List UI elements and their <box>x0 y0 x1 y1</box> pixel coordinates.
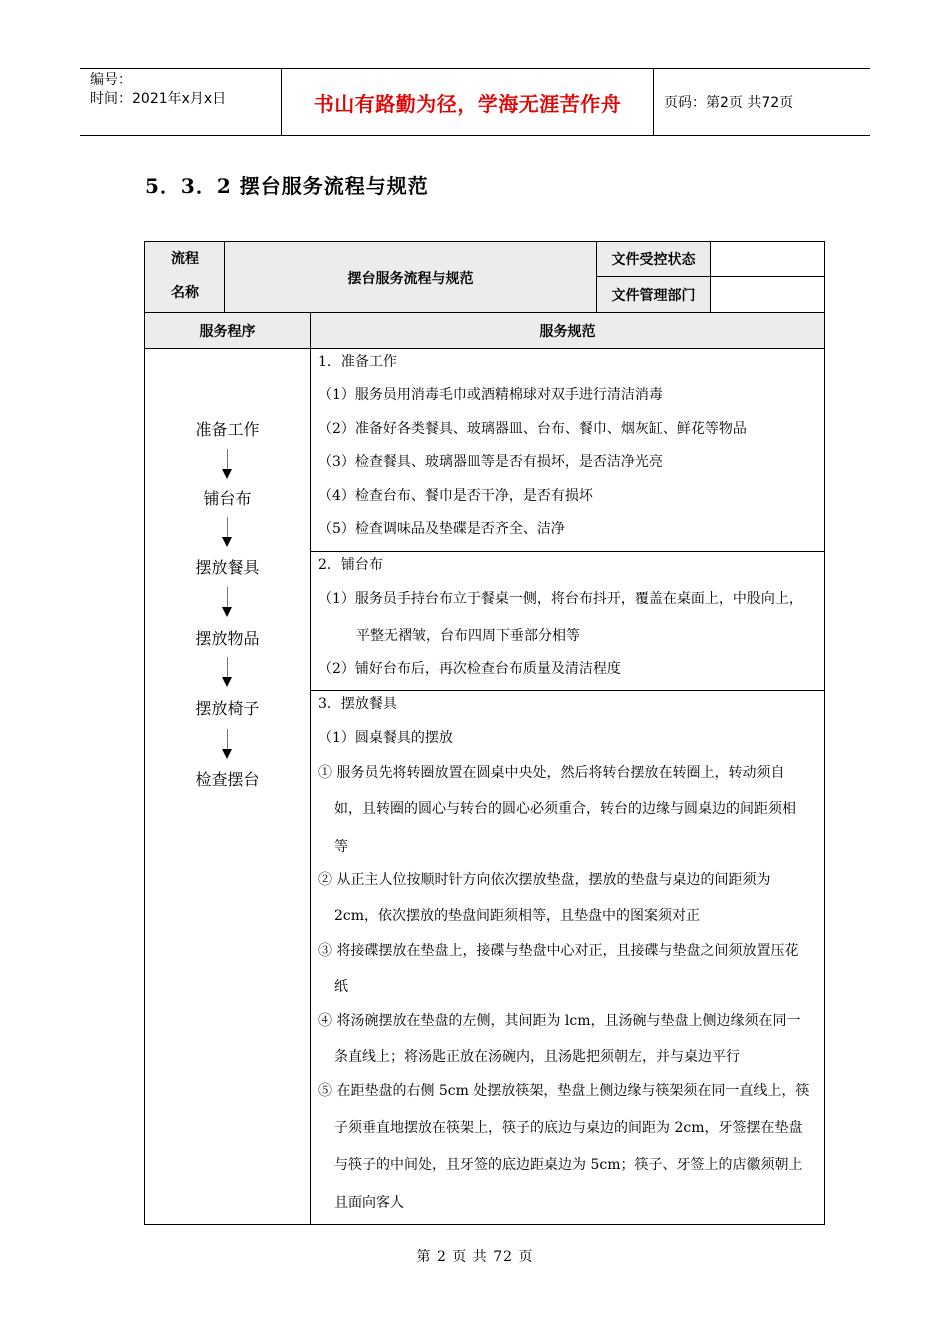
header-motto: 书山有路勤为径，学海无涯苦作舟 <box>313 91 622 116</box>
flow-step-inspect: 检查摆台 <box>195 770 260 789</box>
spec-3-p3a: ③ 将接碟摆放在垫盘上，接碟与垫盘中心对正，且接碟与垫盘之间须放置压花 <box>318 943 799 959</box>
page-footer: 第 2 页 共 72 页 <box>416 1249 534 1265</box>
doc-dept-value[interactable] <box>711 277 824 313</box>
header-page-info: 页码：第2页 共72页 <box>664 95 794 111</box>
flow-step-tableware: 摆放餐具 <box>195 558 260 577</box>
page-header <box>80 68 870 136</box>
doc-control-value[interactable] <box>711 242 824 277</box>
spec-1-item-4: （4）检查台布、餐巾是否干净，是否有损坏 <box>318 488 593 504</box>
doc-control-label: 文件受控状态 <box>597 242 711 277</box>
spec-3-p5a: ⑤ 在距垫盘的右侧 5cm 处摆放筷架，垫盘上侧边缘与筷架须在同一直线上，筷 <box>318 1083 810 1099</box>
spec-3-p1b: 如，且转圈的圆心与转台的圆心必须重合，转台的边缘与圆桌边的间距须相 <box>334 801 796 817</box>
flow-step-items: 摆放物品 <box>195 629 260 648</box>
doc-dept-label: 文件管理部门 <box>597 277 711 313</box>
spec-3-p5d: 且面向客人 <box>334 1195 404 1211</box>
flow-step-chairs: 摆放椅子 <box>195 699 260 718</box>
spec-1-item-5: （5）检查调味品及垫碟是否齐全、洁净 <box>318 521 565 537</box>
spec-3-p1c: 等 <box>334 839 348 855</box>
spec-2-title: 2．铺台布 <box>318 557 383 573</box>
spec-1-item-1: （1）服务员用消毒毛巾或酒精棉球对双手进行清洁消毒 <box>318 387 663 403</box>
body-column-divider <box>310 349 311 1224</box>
flow-step-prepare: 准备工作 <box>195 420 260 439</box>
flow-name-label-2: 名称 <box>171 285 199 301</box>
spec-1-title: 1．准备工作 <box>318 354 397 370</box>
col-header-spec: 服务规范 <box>311 312 824 349</box>
spec-3-p2a: ② 从正主人位按顺时针方向依次摆放垫盘，摆放的垫盘与桌边的间距须为 <box>318 872 771 888</box>
spec-2-item-2: （2）铺好台布后，再次检查台布质量及清洁程度 <box>318 661 621 677</box>
flow-step-tablecloth: 铺台布 <box>203 489 252 508</box>
spec-3-title: 3．摆放餐具 <box>318 696 397 712</box>
spec-3-p4a: ④ 将汤碗摆放在垫盘的左侧，其间距为 lcm，且汤碗与垫盘上侧边缘须在同一 <box>318 1013 801 1029</box>
spec-3-p3b: 纸 <box>334 979 348 995</box>
header-motto-box <box>281 69 654 135</box>
spec-divider-2 <box>311 690 824 691</box>
section-title: 5．3．2 摆台服务流程与规范 <box>145 174 429 198</box>
spec-1-item-3: （3）检查餐具、玻璃器皿等是否有损坏，是否洁净光亮 <box>318 454 663 470</box>
spec-3-p5c: 与筷子的中间处，且牙签的底边距桌边为 5cm；筷子、牙签上的店徽须朝上 <box>334 1157 803 1173</box>
spec-divider-1 <box>311 551 824 552</box>
flow-name-label-cell <box>145 242 225 313</box>
col-header-procedure: 服务程序 <box>145 312 311 349</box>
code-label: 编号： <box>90 72 132 88</box>
spec-2-item-1a: （1）服务员手持台布立于餐桌一侧，将台布抖开，覆盖在桌面上，中股向上， <box>318 591 803 607</box>
flow-name-label-1: 流程 <box>171 251 199 267</box>
spec-3-p4b: 条直线上；将汤匙正放在汤碗内，且汤匙把须朝左，并与桌边平行 <box>334 1049 740 1065</box>
spec-3-p2b: 2cm，依次摆放的垫盘间距须相等，且垫盘中的图案须对正 <box>334 908 701 924</box>
header-meta <box>80 69 281 135</box>
spec-3-sub: （1）圆桌餐具的摆放 <box>318 730 453 746</box>
spec-3-p5b: 子须垂直地摆放在筷架上，筷子的底边与桌边的间距为 2cm，牙签摆在垫盘 <box>334 1120 803 1136</box>
time-label: 时间：2021年x月x日 <box>90 91 227 107</box>
spec-1-item-2: （2）准备好各类餐具、玻璃器皿、台布、餐巾、烟灰缸、鲜花等物品 <box>318 421 747 437</box>
spec-3-p1a: ① 服务员先将转圈放置在圆桌中央处，然后将转台摆放在转圈上，转动须自 <box>318 765 785 781</box>
spec-2-item-1b: 平整无褶皱，台布四周下垂部分相等 <box>356 628 580 644</box>
flow-name-value: 摆台服务流程与规范 <box>225 242 597 313</box>
